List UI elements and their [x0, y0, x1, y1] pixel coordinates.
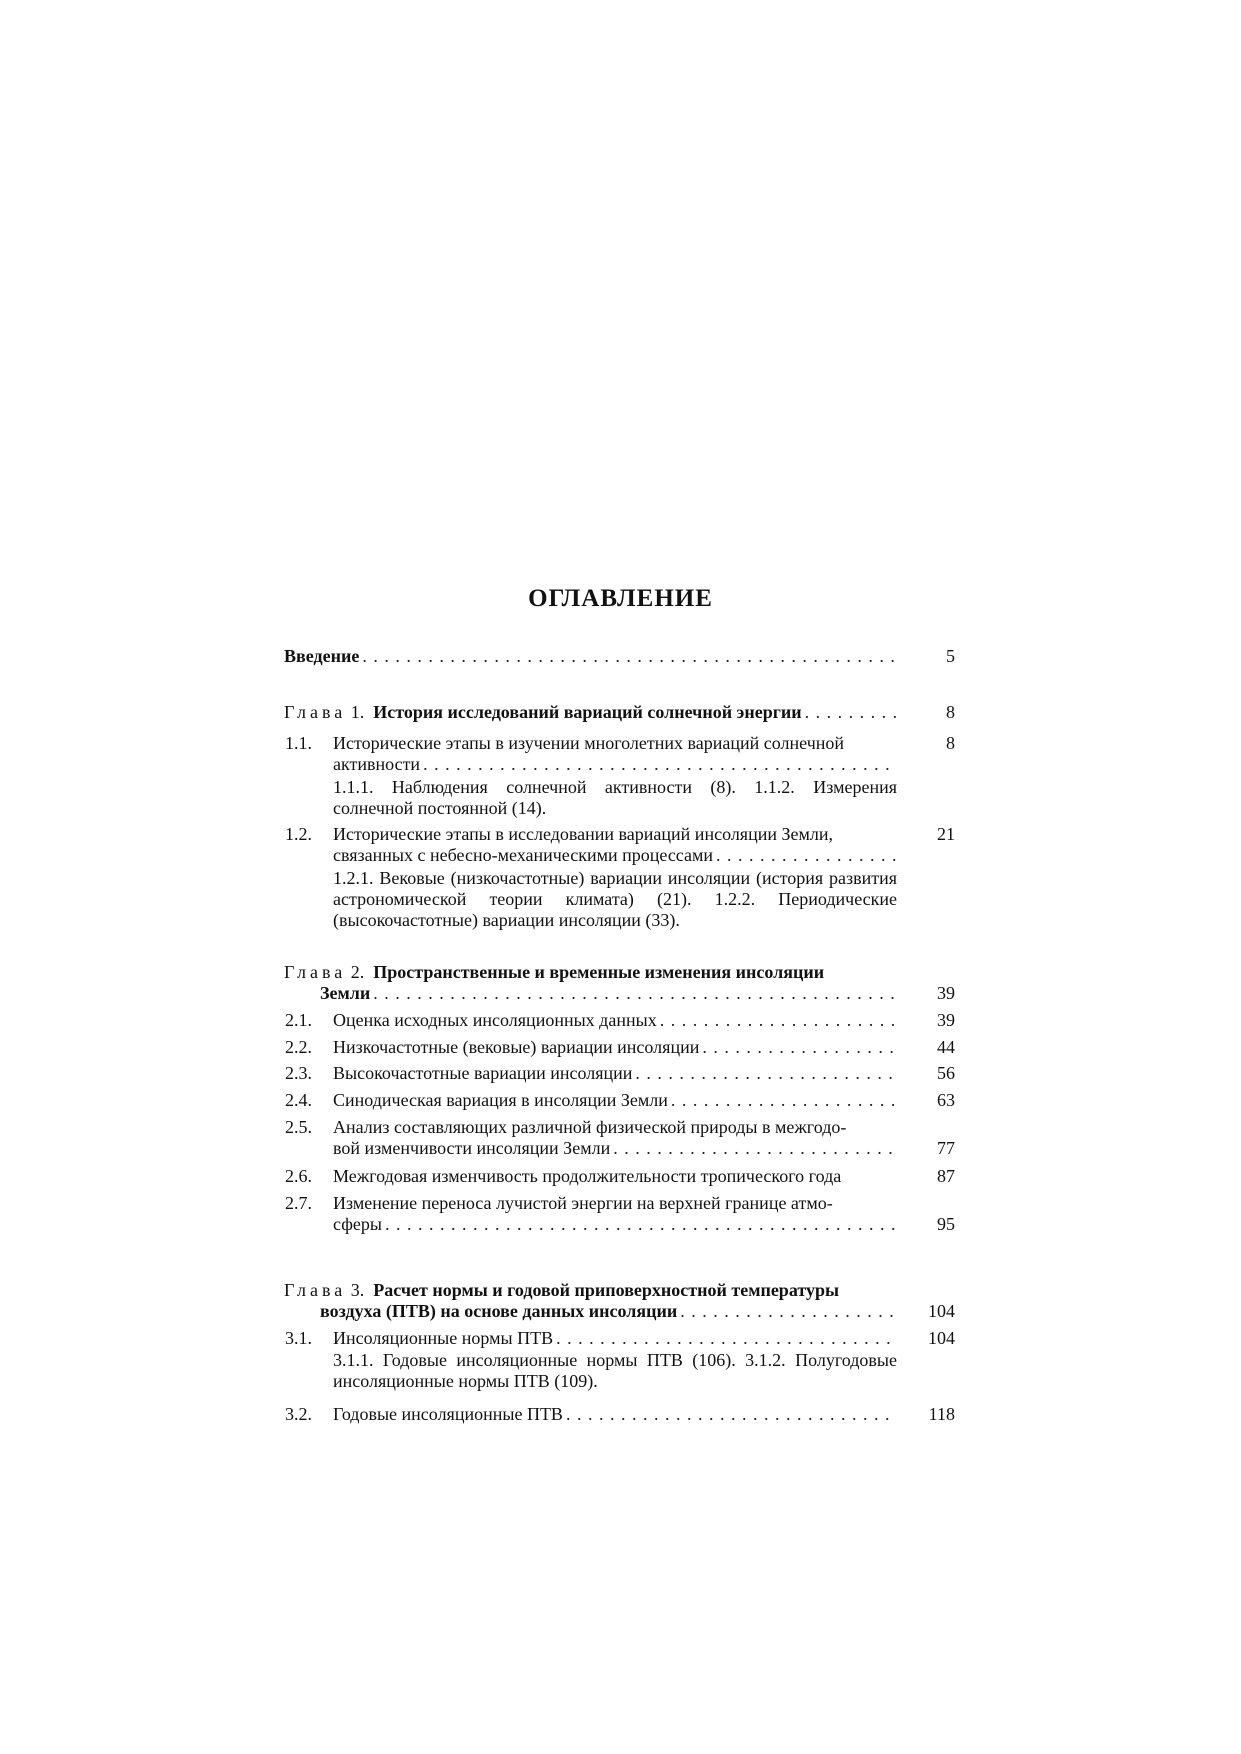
- page-number: 104: [928, 1301, 955, 1321]
- leader-dots: [373, 983, 897, 1004]
- page-number: 95: [937, 1214, 955, 1234]
- section-number: 3.2.: [285, 1404, 312, 1424]
- section-title-line2: связанных с небесно-механическими процессами: [333, 845, 714, 865]
- section-number: 2.7.: [285, 1193, 312, 1213]
- section-number: 1.1.: [285, 733, 312, 753]
- page-number: 8: [946, 733, 955, 753]
- chapter-prefix: Глава: [284, 962, 347, 982]
- section-title: Синодическая вариация в инсоляции Земли: [333, 1090, 668, 1110]
- section-title-line2: сферы: [333, 1214, 382, 1234]
- chapter-number: 2.: [350, 962, 365, 982]
- leader-dots: [613, 1138, 897, 1159]
- chapter-title-line1: Расчет нормы и годовой приповерхностной температуры: [373, 1280, 840, 1300]
- page-number: 39: [937, 1010, 955, 1030]
- section-title: Инсоляционные нормы ПТВ: [333, 1328, 554, 1348]
- toc-subsections-1-2: [284, 868, 897, 931]
- page-number: 39: [937, 983, 955, 1003]
- chapter-title: История исследований вариаций солнечной энергии: [373, 702, 802, 722]
- toc-section-1-1[interactable]: [284, 733, 955, 775]
- leader-dots: [671, 1090, 897, 1111]
- leader-dots: [423, 754, 897, 775]
- page-number: 104: [928, 1328, 955, 1348]
- toc-entry-intro[interactable]: [284, 646, 955, 667]
- toc-section-1-2[interactable]: [284, 824, 955, 866]
- toc-chapter-3[interactable]: [284, 1280, 955, 1322]
- chapter-prefix: Глава: [284, 702, 347, 722]
- section-title-line1: Изменение переноса лучистой энергии на верхней границе атмо-: [333, 1193, 833, 1213]
- toc-section-2-1[interactable]: [284, 1010, 955, 1031]
- toc-section-2-6[interactable]: [284, 1166, 955, 1187]
- section-number: 1.2.: [285, 824, 312, 844]
- chapter-title-line1: Пространственные и временные изменения инсоляции: [373, 962, 825, 982]
- section-title: Оценка исходных инсоляционных данных: [333, 1010, 657, 1030]
- page-number: 44: [937, 1037, 955, 1057]
- section-title-line1: Исторические этапы в исследовании вариаций инсоляции Земли,: [333, 824, 834, 844]
- page-number: 118: [928, 1404, 955, 1424]
- leader-dots: [385, 1214, 897, 1235]
- toc-section-2-3[interactable]: [284, 1063, 955, 1084]
- toc-section-2-5[interactable]: [284, 1117, 955, 1159]
- section-number: 2.4.: [285, 1090, 312, 1110]
- leader-dots: [362, 646, 897, 667]
- page-number: 87: [937, 1166, 955, 1186]
- section-number: 2.6.: [285, 1166, 312, 1186]
- page-number: 5: [946, 646, 955, 666]
- toc-section-2-7[interactable]: [284, 1193, 955, 1235]
- toc-chapter-1[interactable]: [284, 702, 955, 723]
- chapter-number: 3.: [350, 1280, 365, 1300]
- toc-section-2-2[interactable]: [284, 1037, 955, 1058]
- section-title-line2: вой изменчивости инсоляции Земли: [333, 1138, 611, 1158]
- toc-section-2-4[interactable]: [284, 1090, 955, 1111]
- page-number: 77: [937, 1138, 955, 1158]
- chapter-number: 1.: [350, 702, 365, 722]
- section-title-line1: Анализ составляющих различной физической природы в межгодо-: [333, 1117, 847, 1137]
- leader-dots: [680, 1301, 897, 1322]
- section-number: 2.5.: [285, 1117, 312, 1137]
- leader-dots: [702, 1037, 897, 1058]
- section-number: 3.1.: [285, 1328, 312, 1348]
- section-number: 2.3.: [285, 1063, 312, 1083]
- subsection-list: 1.2.1. Вековые (низкочастотные) вариации инсоляции (история развития астрономической теории климата) (21). 1.2.2. Периодические (высокочастотные) вариации инсоляции (33).: [333, 868, 897, 930]
- section-number: 2.1.: [285, 1010, 312, 1030]
- page-number: 8: [946, 702, 955, 722]
- section-title: Высокочастотные вариации инсоляции: [333, 1063, 633, 1083]
- page-number: 21: [937, 824, 955, 844]
- subsection-list: 1.1.1. Наблюдения солнечной активности (8). 1.1.2. Измерения солнечной постоянной (14).: [333, 777, 897, 818]
- page-number: 56: [937, 1063, 955, 1083]
- leader-dots: [566, 1404, 897, 1425]
- chapter-prefix: Глава: [284, 1280, 347, 1300]
- page-number: 63: [937, 1090, 955, 1110]
- toc-subsections-1-1: [284, 777, 897, 819]
- toc-section-3-2[interactable]: [284, 1404, 955, 1425]
- toc-entry-label: Введение: [284, 646, 360, 666]
- toc-section-3-1[interactable]: [284, 1328, 955, 1349]
- leader-dots: [805, 702, 897, 723]
- leader-dots: [660, 1010, 897, 1031]
- section-title: Межгодовая изменчивость продолжительности тропического года: [333, 1166, 842, 1186]
- leader-dots: [716, 845, 897, 866]
- leader-dots: [556, 1328, 897, 1349]
- toc-subsections-3-1: [284, 1350, 897, 1392]
- page-title: ОГЛАВЛЕНИЕ: [528, 585, 713, 612]
- chapter-title-line2: воздуха (ПТВ) на основе данных инсоляции: [320, 1301, 678, 1321]
- chapter-title-line2: Земли: [320, 983, 371, 1003]
- section-title: Годовые инсоляционные ПТВ: [333, 1404, 563, 1424]
- leader-dots: [635, 1063, 897, 1084]
- subsection-list: 3.1.1. Годовые инсоляционные нормы ПТВ (106). 3.1.2. Полугодовые инсоляционные нормы ПТВ (109).: [333, 1350, 897, 1391]
- toc-chapter-2[interactable]: [284, 962, 955, 1004]
- section-title-line2: активности: [333, 754, 421, 774]
- section-number: 2.2.: [285, 1037, 312, 1057]
- section-title: Низкочастотные (вековые) вариации инсоляции: [333, 1037, 700, 1057]
- section-title-line1: Исторические этапы в изучении многолетних вариаций солнечной: [333, 733, 845, 753]
